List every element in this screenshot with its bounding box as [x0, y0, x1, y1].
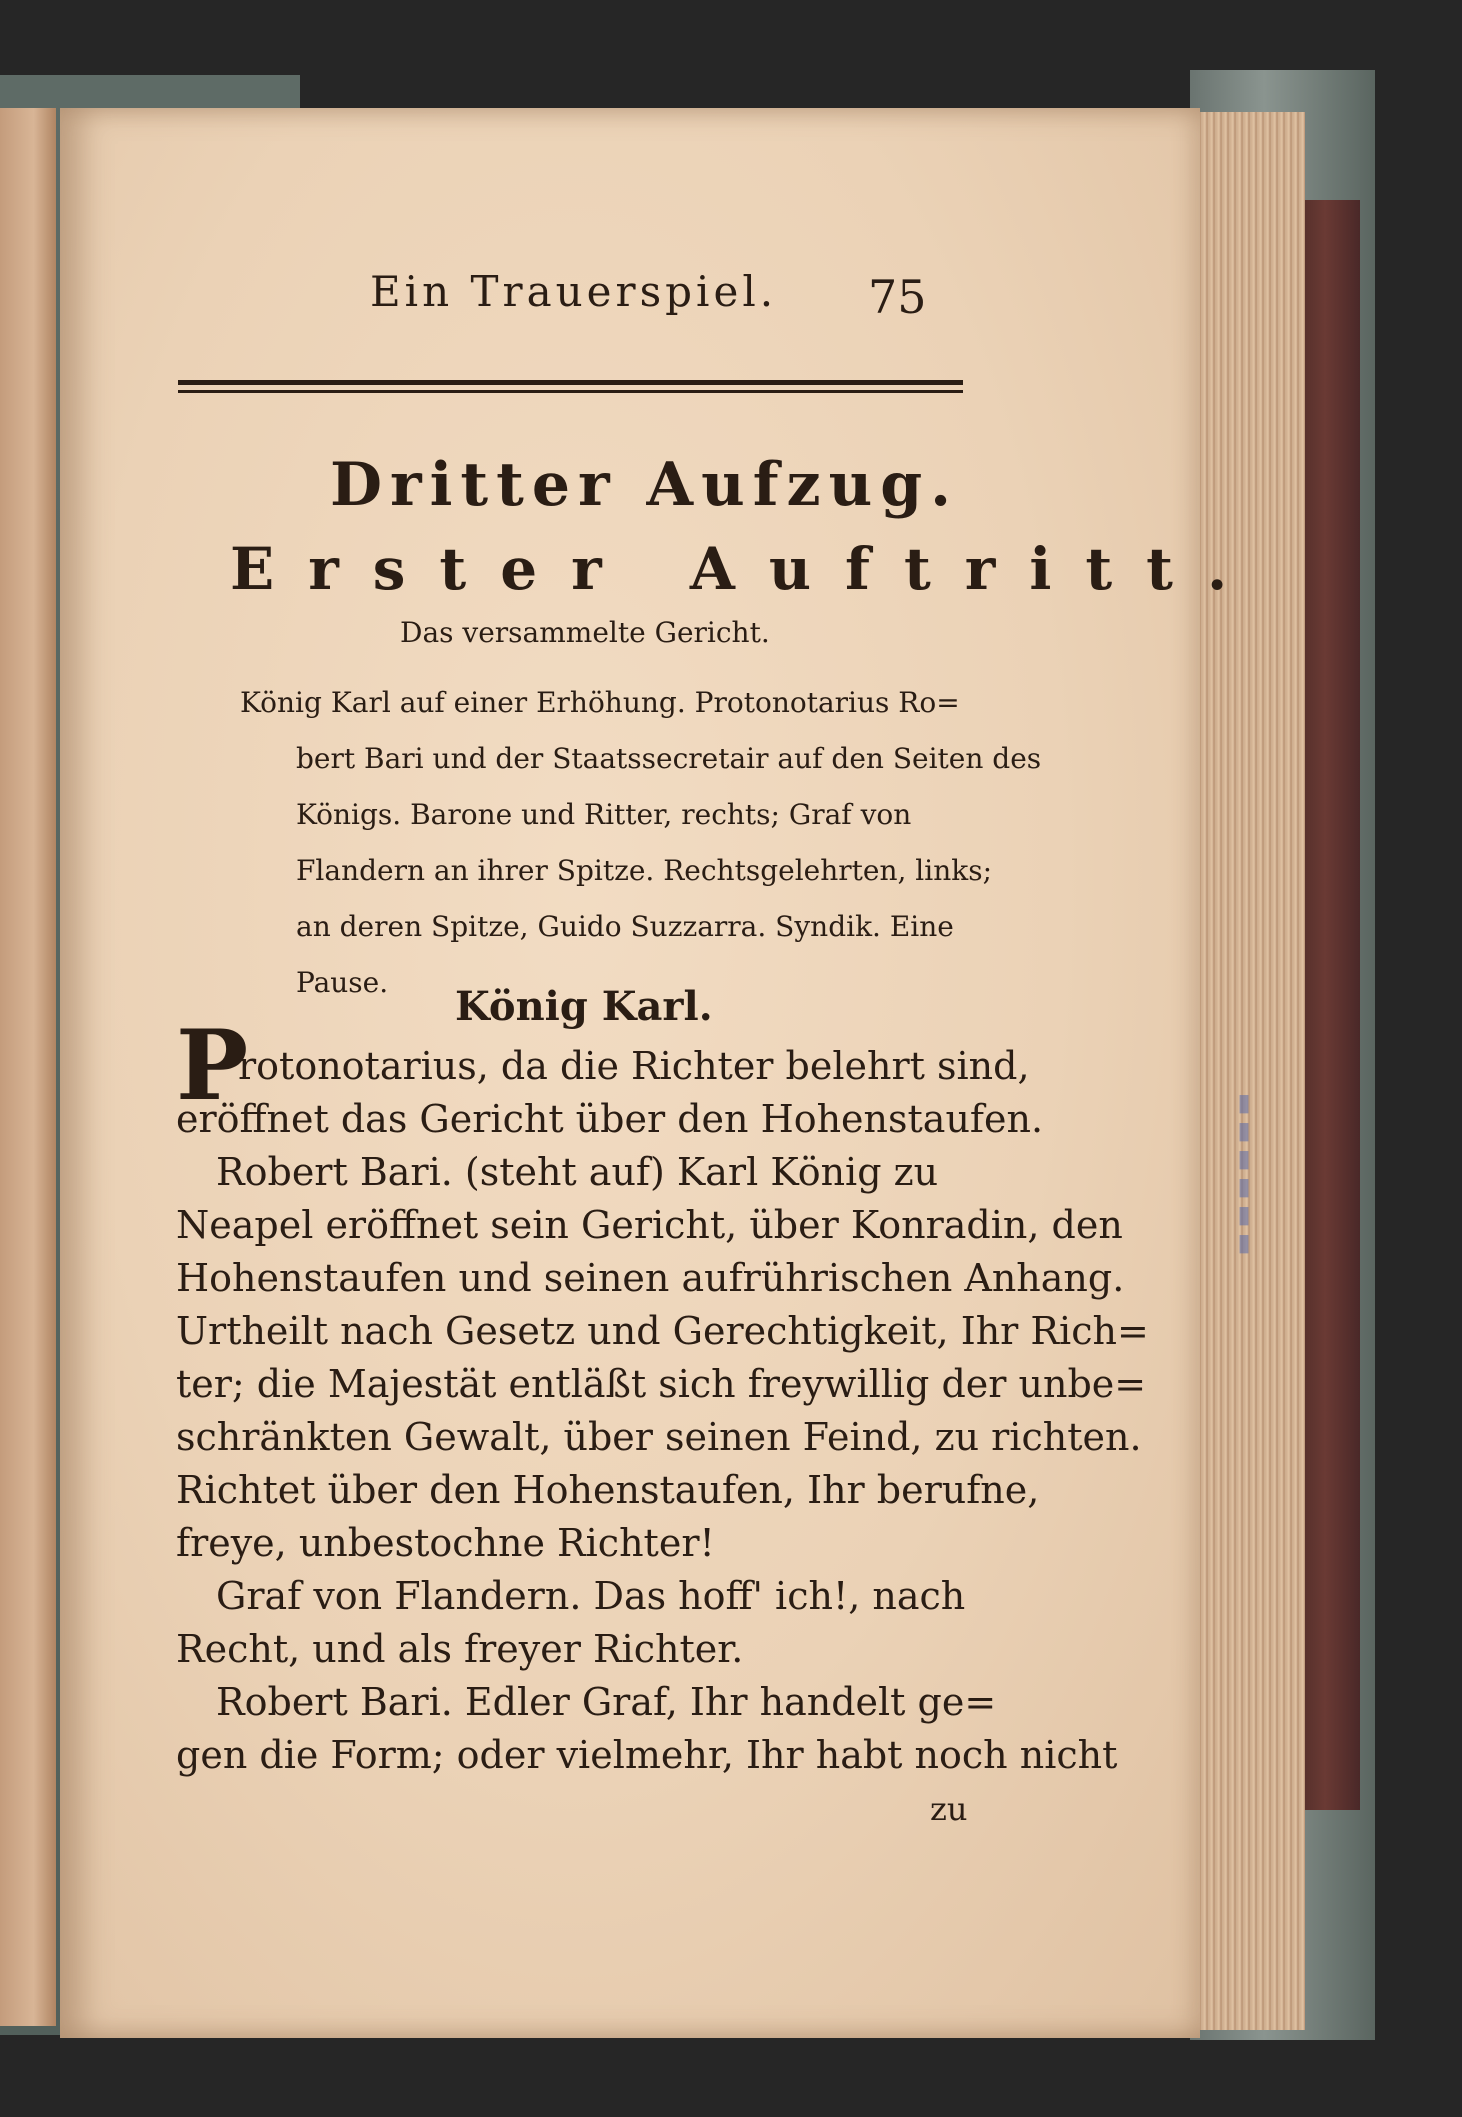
dialog-line: Recht, und als freyer Richter.	[176, 1627, 744, 1671]
stage-direction-line: an deren Spitze, Guido Suzzarra. Syndik. Eine	[296, 910, 954, 943]
stage-direction-line: König Karl auf einer Erhöhung. Protonotarius Ro=	[240, 686, 960, 719]
stage-direction-line: Pause.	[296, 966, 389, 999]
dialog-line: Neapel eröffnet sein Gericht, über Konradin, den	[176, 1203, 1123, 1247]
dialog-line: rotonotarius, da die Richter belehrt sind,	[238, 1044, 1030, 1088]
act-title: Dritter Aufzug.	[330, 450, 960, 520]
dialog-line: freye, unbestochne Richter!	[176, 1521, 715, 1565]
library-stamp: ▮▮▮▮▮▮	[1230, 1092, 1258, 1260]
dialog-line: Hohenstaufen und seinen aufrührischen Anhang.	[176, 1256, 1125, 1300]
stage-direction-line: bert Bari und der Staatssecretair auf den Seiten des	[296, 742, 1042, 775]
dialog-line: ter; die Majestät entläßt sich freywillig der unbe=	[176, 1362, 1147, 1406]
stage-direction	[240, 675, 1042, 1011]
header-rule-thick	[178, 380, 963, 385]
dialog-line: Richtet über den Hohenstaufen, Ihr berufne,	[176, 1468, 1040, 1512]
dialog-line: Graf von Flandern. Das hoff' ich!, nach	[216, 1574, 966, 1618]
scene-title: Erster Auftritt.	[230, 535, 1262, 603]
dialog-block	[176, 1040, 1149, 1782]
drop-cap: P	[176, 1009, 249, 1122]
dialog-line: gen die Form; oder vielmehr, Ihr habt noch nicht	[176, 1733, 1118, 1777]
speaker-heading: König Karl.	[455, 983, 713, 1030]
header-rule-thin	[178, 390, 963, 393]
dialog-line: schränkten Gewalt, über seinen Feind, zu richten.	[176, 1415, 1142, 1459]
catchword: zu	[930, 1790, 968, 1828]
dialog-line: Robert Bari. (steht auf) Karl König zu	[216, 1150, 939, 1194]
dialog-line: eröffnet das Gericht über den Hohenstaufen.	[176, 1097, 1044, 1141]
stage-direction-line: Flandern an ihrer Spitze. Rechtsgelehrten, links;	[296, 854, 993, 887]
dialog-line: Urtheilt nach Gesetz und Gerechtigkeit, Ihr Rich=	[176, 1309, 1149, 1353]
running-header: Ein Trauerspiel.	[370, 267, 778, 316]
stage-direction-intro: Das versammelte Gericht.	[400, 616, 770, 649]
page-number: 75	[868, 270, 927, 324]
left-page-edge	[0, 108, 56, 2026]
stage-direction-line: Königs. Barone und Ritter, rechts; Graf von	[296, 798, 912, 831]
dialog-line: Robert Bari. Edler Graf, Ihr handelt ge=	[216, 1680, 997, 1724]
